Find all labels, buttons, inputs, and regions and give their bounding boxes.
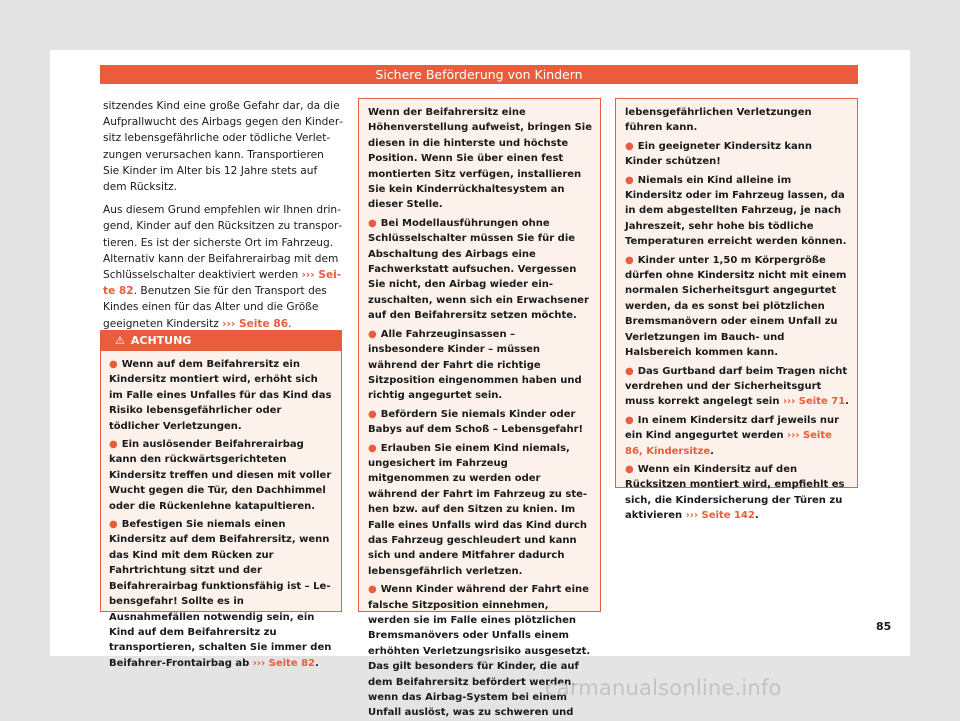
text: Kinder unter 1,50 m Körpergröße dürfen ohne Kindersitz nicht mit einem normalen Sicherheitsgurt angegurtet werden, da es sonst bei plötzlichen Bremsmanövern oder einem Unfall zu Verletzungen im Bauch- und Halsbereich kommen kann. [625, 254, 847, 359]
list-item [625, 364, 849, 410]
text: Alle Fahrzeuginsassen – insbesondere Kinder – müssen während der Fahrt die richtige Sitzposition eingenommen haben und richtig angegurtet sein. [368, 328, 582, 402]
list-item [625, 173, 849, 250]
bullet-icon: ● [625, 140, 634, 152]
warning-continuation-box [358, 98, 601, 719]
text: Wenn auf dem Beifahrersitz ein Kindersitz montiert wird, erhöht sich im Falle eines Unfalles für das Kind das Risiko lebensgefährlicher oder tödlicher Verletzungen. [109, 359, 332, 432]
page-reference-link[interactable]: ››› Seite 82 [103, 269, 342, 298]
bullet-icon: ● [109, 439, 118, 451]
text: Aus diesem Grund empfehlen wir Ihnen dringend, Kinder auf den Rücksitzen zu transportieren. Es ist der sicherste Ort im Fahrzeug. Alternativ kann der Beifahrerairbag mit dem Schlüsselschalter deaktiviert werden [103, 204, 343, 282]
bullet-icon: ● [368, 442, 377, 454]
page-number: 85 [876, 620, 892, 633]
text: Ein geeigneter Kindersitz kann Kinder schützen! [625, 140, 813, 168]
text: Befestigen Sie niemals einen Kindersitz auf dem Beifahrersitz, wenn das Kind mit dem Rücken zur Fahrtrichtung sitzt und der Beifahrerairbag funktionsfähig ist – Lebensgefahr! Sollte es in Ausnahmefällen notwendig sein, ein Kind auf dem Beifahrersitz zu transportieren, schalten Sie immer den Beifahrer-Frontairbag ab [109, 519, 332, 669]
paragraph: lebensgefährlichen Verletzungen führen kann. [625, 107, 812, 134]
bullet-icon: ● [625, 414, 634, 426]
bullet-icon: ● [109, 359, 118, 370]
text: . [845, 396, 849, 408]
section-title: Sichere Beförderung von Kindern [375, 67, 583, 82]
page-reference-link[interactable]: ››› Seite 86, Kindersitze [625, 430, 832, 457]
list-item [109, 357, 333, 434]
list-item [109, 517, 333, 671]
page-reference-link[interactable]: ››› Seite 142 [685, 510, 755, 522]
bullet-icon: ● [368, 408, 377, 420]
list-item [625, 462, 849, 524]
page-reference-link[interactable]: ››› Seite 82 [252, 657, 315, 669]
text: . Benutzen Sie für den Transport des Kindes einen für das Alter und die Größe geeigneten Kindersitz [103, 285, 327, 330]
text: . [288, 317, 292, 330]
list-item [109, 437, 333, 514]
paragraph: sitzendes Kind eine große Gefahr dar, da die Aufprallwucht des Airbags gegen den Kindersitz lebensgefährliche oder tödliche Verletzungen verursachen kann. Transportieren Sie Kinder im Alter bis 12 Jahre stets auf dem Rücksitz. [103, 100, 344, 194]
page-reference-link[interactable]: ››› Seite 86 [222, 317, 289, 330]
list-item [368, 216, 592, 324]
warning-triangle-icon: ⚠ [115, 334, 125, 347]
bullet-icon: ● [368, 217, 377, 229]
text: Niemals ein Kind alleine im Kindersitz oder im Fahrzeug lassen, da in dem abgestellten Fahrzeug, je nach Jahreszeit, sehr hohe bis tödliche Temperaturen erreicht werden können. [625, 174, 847, 248]
text: Ein auslösender Beifahrerairbag kann den rückwärtsgerichteten Kindersitz treffen und diesen mit voller Wucht gegen die Tür, den Dachhimmel oder die Rückenlehne katapultieren. [109, 439, 332, 512]
list-item [368, 582, 592, 721]
text: Bei Modellausführungen ohne Schlüsselschalter müssen Sie für die Abschaltung des Airbags eine Fachwerkstatt aufsuchen. Vergessen Sie nicht, den Airbag wieder einzuschalten, wenn sich ein Erwachsener auf den Beifahrersitz setzen möchte. [368, 217, 589, 322]
warning-title: ACHTUNG [130, 334, 192, 347]
column-1 [103, 98, 343, 339]
warning-continuation-box [615, 98, 858, 522]
text: Erlauben Sie einem Kind niemals, ungesichert im Fahrzeug mitgenommen zu werden oder während der Fahrt im Fahrzeug zu stehen bzw. auf den Sitzen zu knien. Im Falle eines Unfalls wird das Kind durch das Fahrzeug geschleudert und kann sich und andere Mitfahrer dadurch lebensgefährlich verletzen. [368, 442, 588, 577]
list-item [625, 253, 849, 361]
bullet-icon: ● [625, 463, 634, 475]
warning-box [100, 330, 342, 669]
bullet-icon: ● [625, 254, 634, 266]
text: Befördern Sie niemals Kinder oder Babys auf dem Schoß – Lebensgefahr! [368, 408, 584, 436]
list-item [625, 413, 849, 459]
section-header [100, 65, 858, 84]
bullet-icon: ● [368, 328, 377, 340]
list-item [625, 139, 849, 170]
list-item [368, 441, 592, 580]
text: Wenn Kinder während der Fahrt eine falsche Sitzposition einnehmen, werden sie im Falle eines plötzlichen Bremsmanövers oder Unfalls einem erhöhten Verletzungsrisiko ausgesetzt. Das gilt besonders für Kinder, die auf dem Beifahrersitz befördert werden, wenn das Airbag-System bei einem Unfall auslöst, was zu schweren und [368, 584, 591, 719]
warning-body [101, 351, 341, 671]
watermark: carmanualsonline.info [545, 676, 782, 700]
bullet-icon: ● [625, 174, 634, 186]
bullet-icon: ● [109, 519, 118, 531]
text: In einem Kindersitz darf jeweils nur ein Kind angegurtet werden [625, 414, 840, 442]
paragraph: Wenn der Beifahrersitz eine Höhenverstellung aufweist, bringen Sie diesen in die hinterste und höchste Position. Wenn Sie über einen fest montierten Sitz verfügen, installieren Sie kein Kinderrückhaltesystem an dieser Stelle. [368, 107, 593, 211]
page-reference-link[interactable]: ››› Seite 71 [782, 396, 846, 408]
text: Das Gurtband darf beim Tragen nicht verdrehen und der Sicherheitsgurt muss korrekt angelegt sein [625, 365, 848, 408]
text: . [754, 510, 759, 522]
warning-header [101, 331, 341, 351]
list-item [368, 407, 592, 438]
text: . [315, 657, 319, 669]
text: Wenn ein Kindersitz auf den Rücksitzen montiert wird, empfiehlt es sich, die Kindersicherung der Türen zu aktivieren [625, 463, 845, 522]
paragraph [103, 202, 343, 332]
bullet-icon: ● [368, 584, 377, 596]
bullet-icon: ● [625, 365, 634, 377]
list-item [368, 327, 592, 404]
text: . [710, 445, 714, 457]
